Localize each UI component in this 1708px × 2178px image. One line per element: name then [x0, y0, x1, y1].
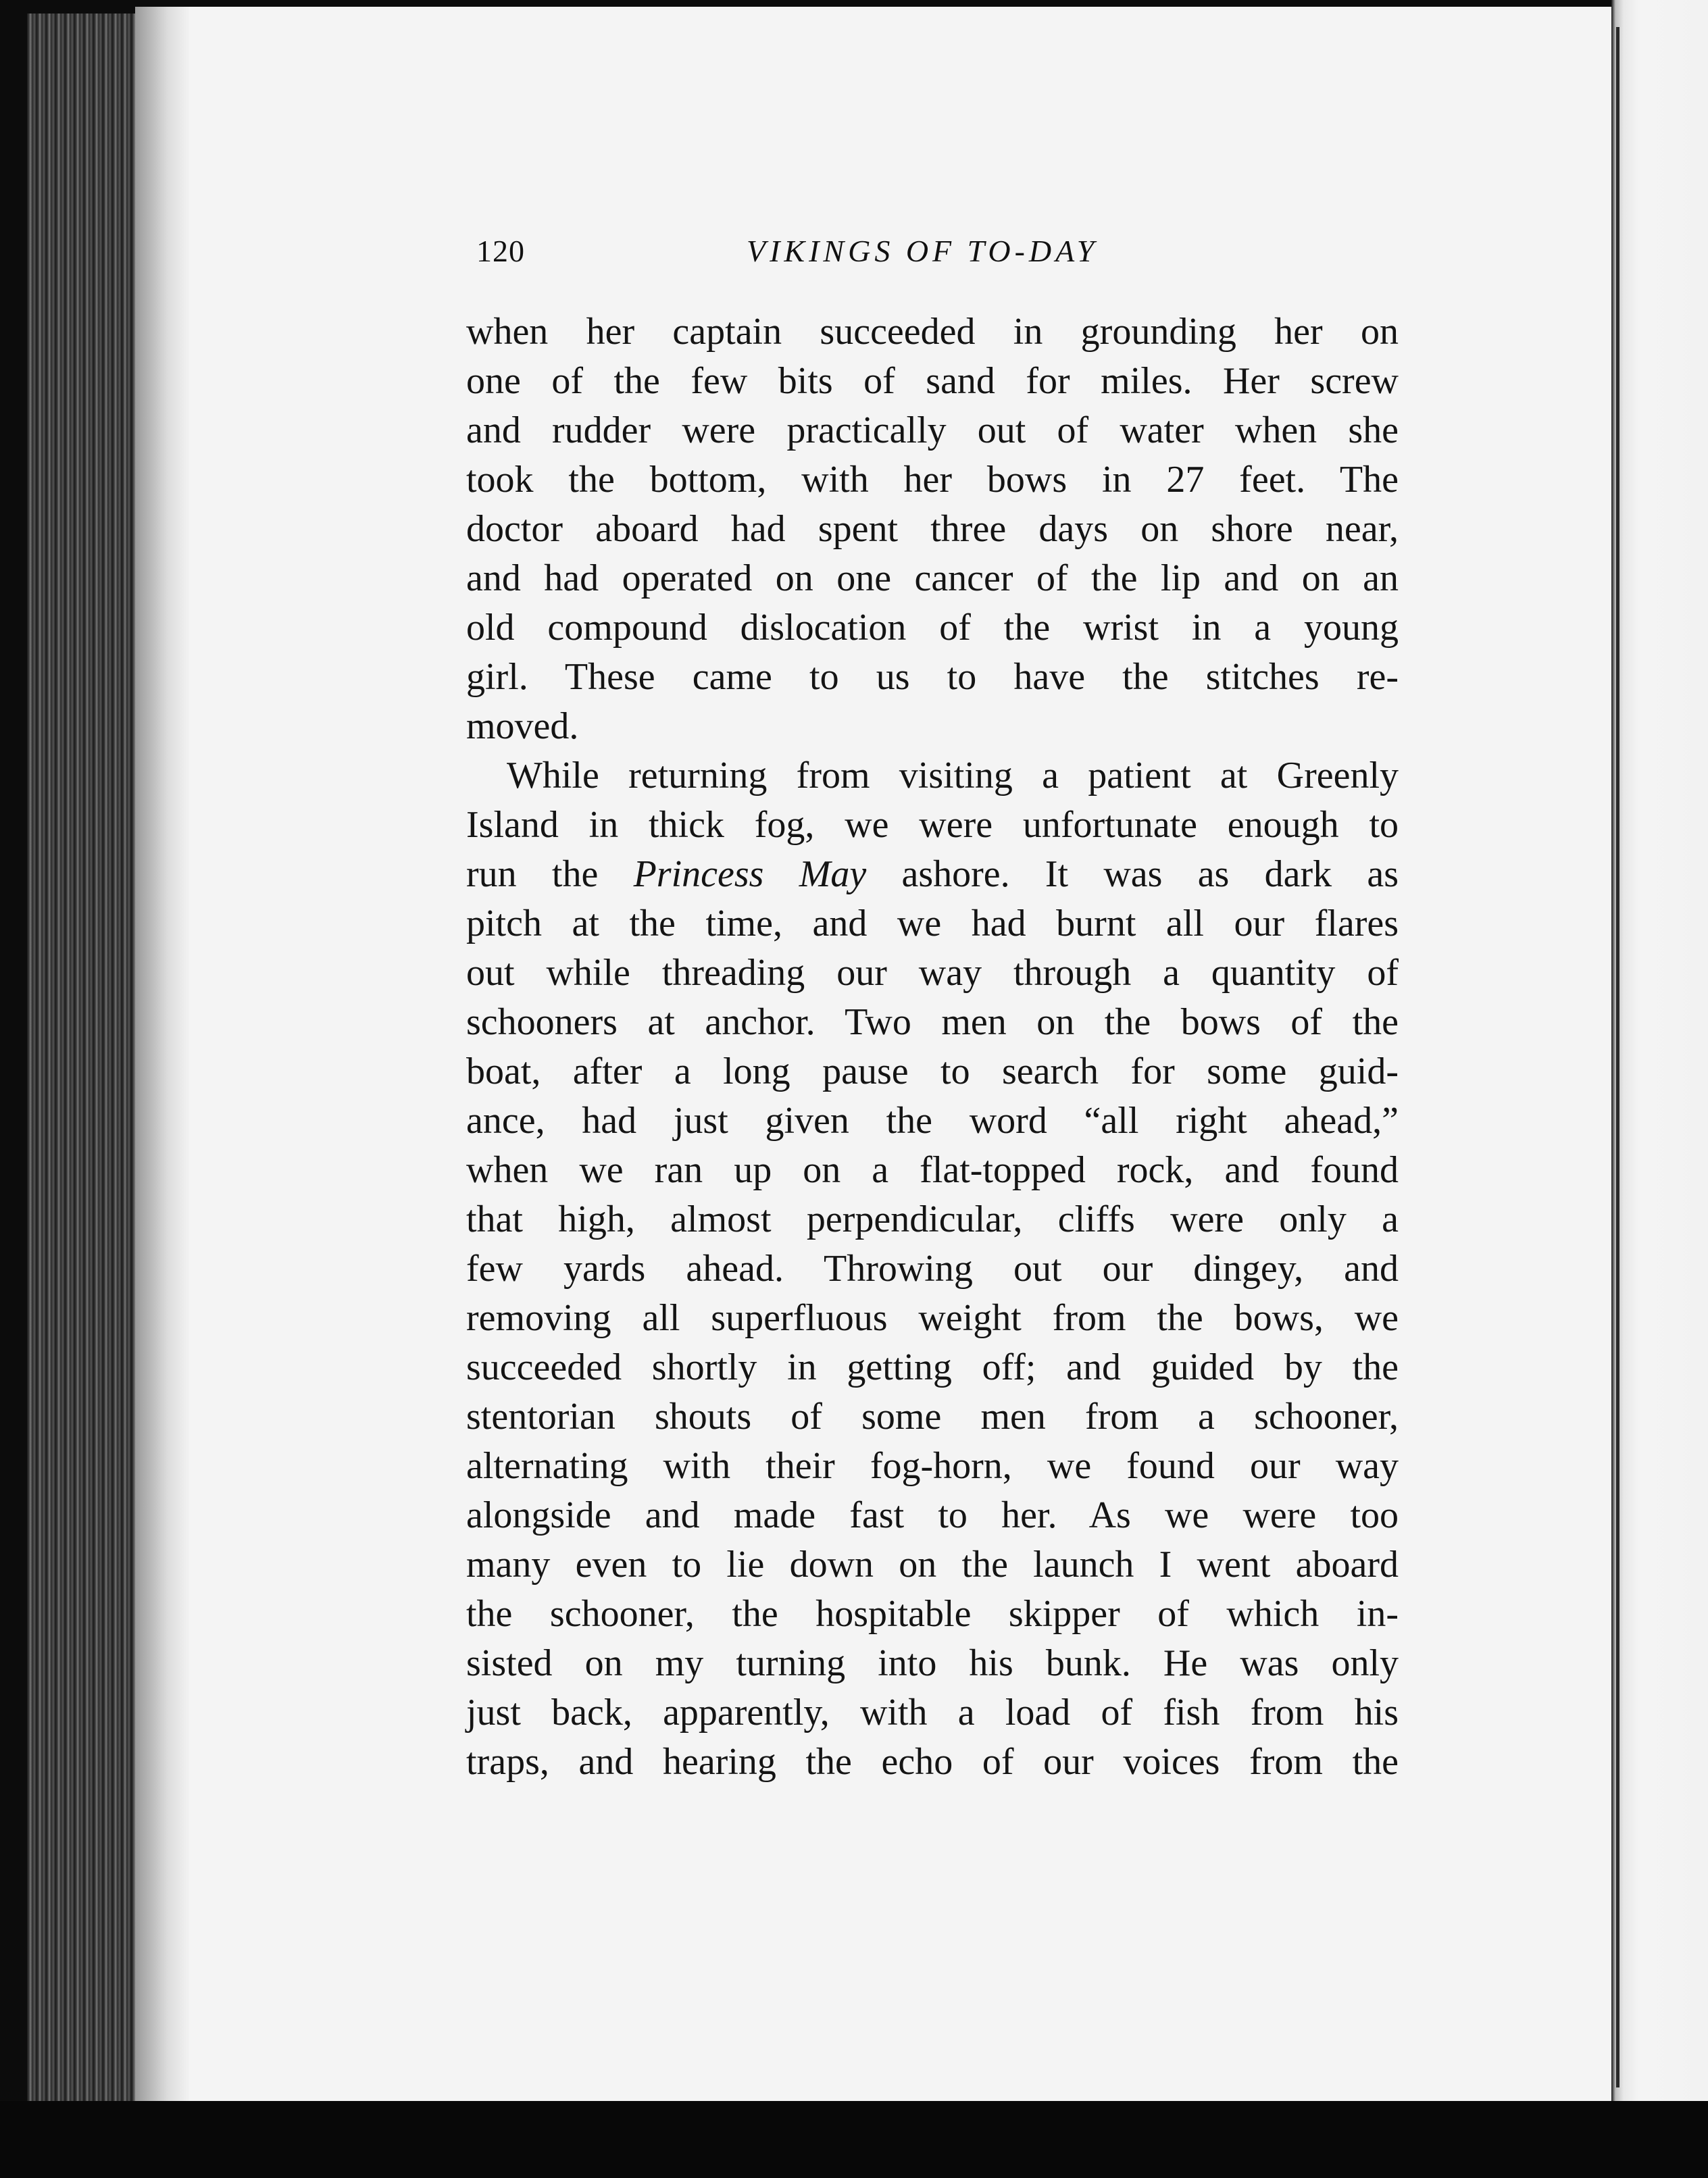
text-line: pitch at the time, and we had burnt all our flares — [466, 903, 1399, 944]
paragraph-2 — [466, 751, 1399, 1787]
scan-background — [0, 2101, 1708, 2178]
text-line: boat, after a long pause to search for some guid- — [466, 1050, 1399, 1092]
running-title: VIKINGS OF TO-DAY — [747, 234, 1099, 268]
page-gutter-shadow — [135, 7, 189, 2108]
text-line: ance, had just given the word “all right ahead,” — [466, 1100, 1399, 1142]
text-line: old compound dislocation of the wrist in a young — [466, 607, 1399, 649]
text-line: when her captain succeeded in grounding her on — [466, 311, 1399, 353]
text-line: Island in thick fog, we were unfortunate enough to — [466, 804, 1399, 846]
text-line: one of the few bits of sand for miles. Her screw — [466, 360, 1399, 402]
ship-name: Princess May — [633, 853, 867, 895]
text-line: sisted on my turning into his bunk. He was only — [466, 1642, 1399, 1684]
text-line: girl. These came to us to have the stitches re- — [466, 656, 1399, 698]
text-line: and had operated on one cancer of the lip and on an — [466, 557, 1399, 599]
text-line: took the bottom, with her bows in 27 feet. The — [466, 459, 1399, 501]
text-line: out while threading our way through a quantity of — [466, 952, 1399, 994]
text-line: traps, and hearing the echo of our voices from the — [466, 1741, 1399, 1783]
text-line: and rudder were practically out of water when she — [466, 409, 1399, 451]
body-text — [466, 307, 1399, 1787]
text-line: While returning from visiting a patient at Greenly — [507, 755, 1399, 796]
text-line: stentorian shouts of some men from a schooner, — [466, 1396, 1399, 1438]
text-line: many even to lie down on the launch I went aboard — [466, 1544, 1399, 1586]
text-line: doctor aboard had spent three days on shore near, — [466, 508, 1399, 550]
text-line: that high, almost perpendicular, cliffs were only a — [466, 1198, 1399, 1240]
facing-page-edge — [1611, 0, 1708, 2101]
text-line: just back, apparently, with a load of fish from his — [466, 1692, 1399, 1733]
gutter-line — [1616, 27, 1619, 2087]
text-line: removing all superfluous weight from the bows, we — [466, 1297, 1399, 1339]
text-line: schooners at anchor. Two men on the bows of the — [466, 1001, 1399, 1043]
text-line: succeeded shortly in getting off; and guided by the — [466, 1346, 1399, 1388]
text-segment: run the — [466, 853, 634, 895]
text-line: alternating with their fog-horn, we found our way — [466, 1445, 1399, 1487]
text-line: when we ran up on a flat-topped rock, and found — [466, 1149, 1399, 1191]
text-line: the schooner, the hospitable skipper of which in- — [466, 1593, 1399, 1635]
text-line — [466, 850, 1399, 899]
text-segment: ashore. It was as dark as — [866, 853, 1399, 895]
text-line: moved. — [466, 705, 579, 747]
text-line: alongside and made fast to her. As we were too — [466, 1494, 1399, 1536]
running-head — [476, 233, 1152, 280]
paragraph-1 — [466, 307, 1399, 751]
page-number: 120 — [476, 234, 525, 268]
text-line: few yards ahead. Throwing out our dingey, and — [466, 1248, 1399, 1290]
